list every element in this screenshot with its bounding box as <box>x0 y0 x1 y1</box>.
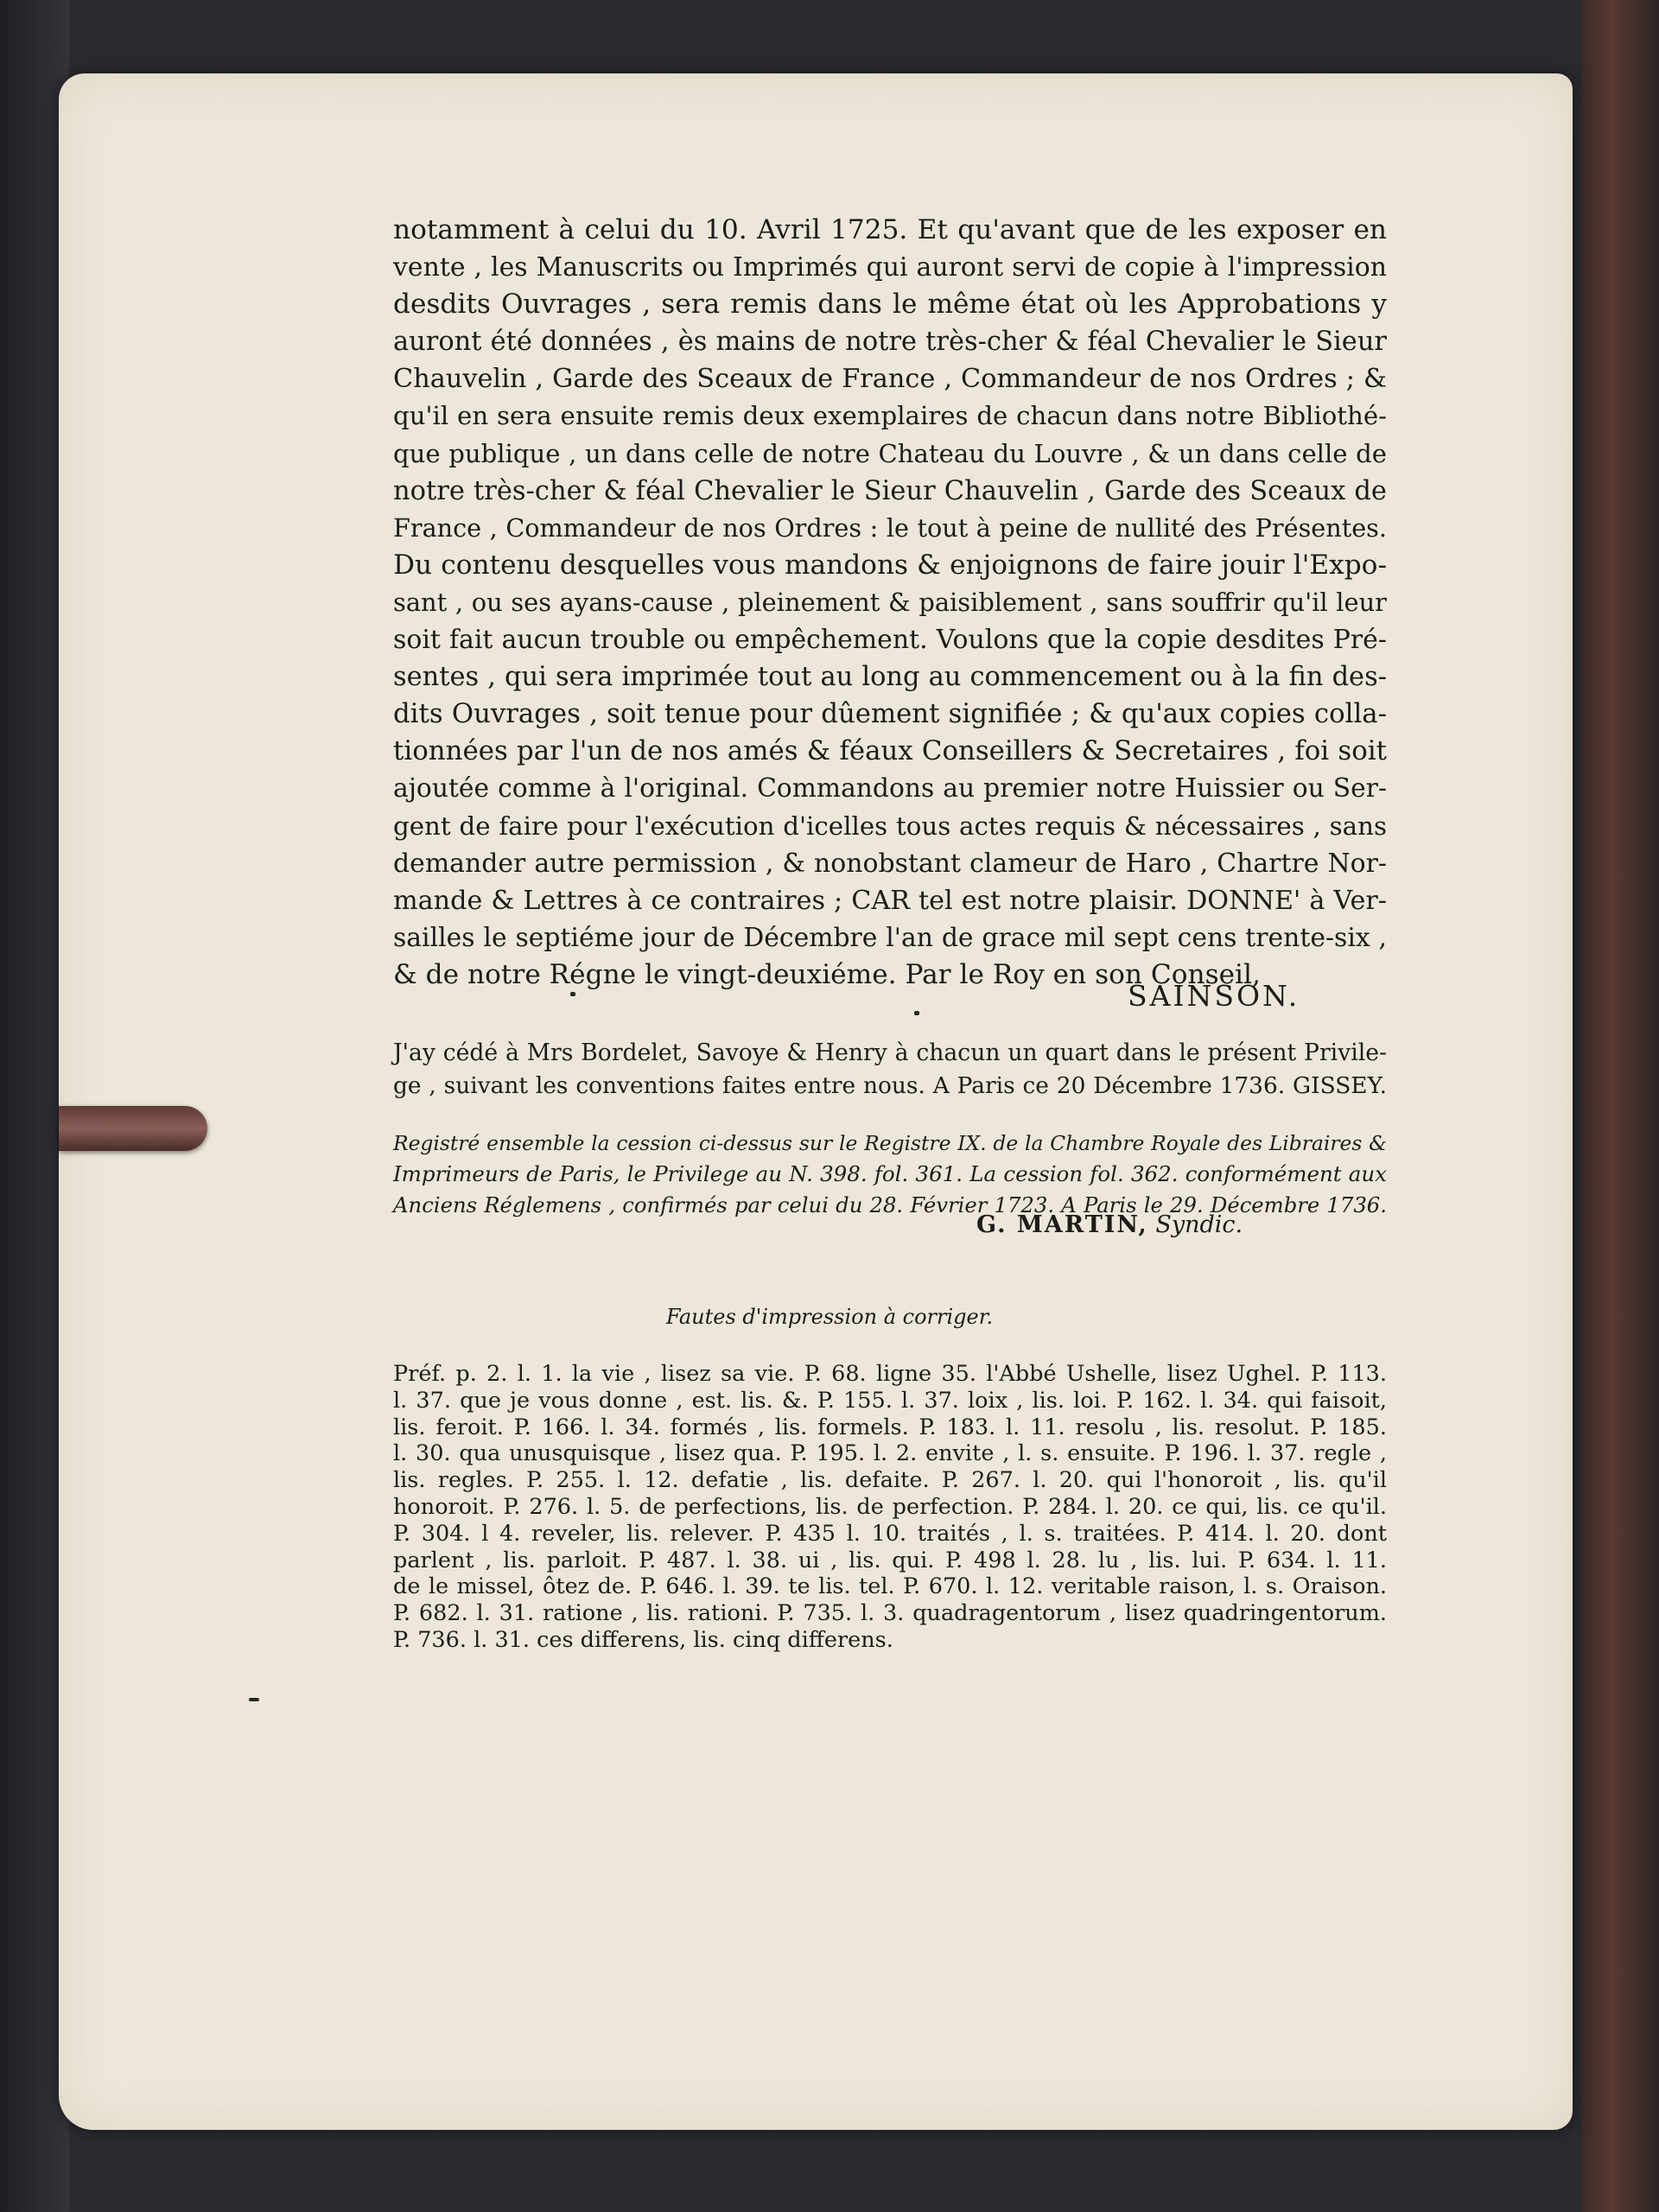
body-line: qu'il en sera ensuite remis deux exemplaires de chacun dans notre Bibliothé- <box>393 401 1387 431</box>
body-line: dits Ouvrages , soit tenue pour dûement signifiée ; & qu'aux copies colla- <box>393 698 1387 730</box>
body-line: notre très-cher & féal Chevalier le Sieur Chauvelin , Garde des Sceaux de <box>393 475 1387 506</box>
body-line: & de notre Régne le vingt-deuxiéme. Par le Roy en son Conseil, <box>393 958 1261 990</box>
syndic-title: Syndic. <box>1155 1211 1243 1238</box>
cession-line: J'ay cédé à Mrs Bordelet, Savoye & Henry à chacun un quart dans le présent Privile- <box>393 1039 1387 1066</box>
body-line: gent de faire pour l'exécution d'icelles tous actes requis & nécessaires , sans <box>393 810 1387 841</box>
errata-line: lis. feroit. P. 166. l. 34. formés , lis. formels. P. 183. l. 11. resolu , lis. resolut. P. 185. <box>393 1414 1387 1440</box>
body-line: tionnées par l'un de nos amés & féaux Conseillers & Secretaires , foi soit <box>393 735 1387 767</box>
body-line: mande & Lettres à ce contraires ; CAR tel est notre plaisir. DONNE' à Ver- <box>393 885 1387 916</box>
cession-statement <box>393 1037 1387 1103</box>
errata-line: Préf. p. 2. l. 1. la vie , lisez sa vie. P. 68. ligne 35. l'Abbé Ushelle, lisez Ughel. P. 113. <box>393 1361 1387 1387</box>
errata-line: P. 304. l 4. reveler, lis. relever. P. 435 l. 10. traités , l. s. traitées. P. 414. l. 20. dont <box>393 1520 1387 1547</box>
privilege-signature: SAINSON. <box>1128 979 1300 1013</box>
errata-line: l. 37. que je vous donne , est. lis. &. P. 155. l. 37. loix , lis. loi. P. 162. l. 34. qui faisoit, <box>393 1387 1387 1414</box>
errata-line: lis. regles. P. 255. l. 12. defatie , lis. defaite. P. 267. l. 20. qui l'honoroit , lis. qu'il <box>393 1467 1387 1494</box>
body-line: ajoutée comme à l'original. Commandons au premier notre Huissier ou Ser- <box>393 773 1387 804</box>
body-line: sant , ou ses ayans-cause , pleinement & paisiblement , sans souffrir qu'il leur <box>393 587 1387 617</box>
body-line: notamment à celui du 10. Avril 1725. Et qu'avant que de les exposer en <box>393 214 1387 245</box>
body-line: demander autre permission , & nonobstant clameur de Haro , Chartre Nor- <box>393 848 1387 879</box>
body-line: France , Commandeur de nos Ordres : le tout à peine de nullité des Présentes. <box>393 512 1387 543</box>
body-line: Chauvelin , Garde des Sceaux de France , Commandeur de nos Ordres ; & <box>393 364 1387 395</box>
ink-speck <box>249 1698 259 1701</box>
body-line: soit fait aucun trouble ou empêchement. Voulons que la copie desdites Pré- <box>393 625 1387 656</box>
syndic-signature <box>976 1211 1243 1238</box>
body-line: sentes , qui sera imprimée tout au long au commencement ou à la fin des- <box>393 662 1387 693</box>
errata-line: l. 30. qua unusquisque , lisez qua. P. 195. l. 2. envite , l. s. ensuite. P. 196. l. 37. regle , <box>393 1440 1387 1467</box>
register-line: Anciens Réglemens , confirmés par celui du 28. Février 1723. A Paris le 29. Décembre 1736. <box>393 1192 1387 1217</box>
errata-heading: Fautes d'impression à corriger. <box>665 1305 994 1329</box>
errata-line: de le missel, ôtez de. P. 646. l. 39. te lis. tel. P. 670. l. 12. veritable raison, l. s. Oraison. <box>393 1573 1387 1600</box>
cession-line: ge , suivant les conventions faites entre nous. A Paris ce 20 Décembre 1736. GISSEY. <box>393 1072 1387 1099</box>
body-line: desdits Ouvrages , sera remis dans le même état où les Approbations y <box>393 289 1387 321</box>
errata-list <box>393 1361 1387 1654</box>
body-line: auront été données , ès mains de notre très-cher & féal Chevalier le Sieur <box>393 327 1387 358</box>
body-line: vente , les Manuscrits ou Imprimés qui auront servi de copie à l'impression <box>393 252 1387 283</box>
errata-line: P. 736. l. 31. ces differens, lis. cinq differens. <box>393 1626 893 1653</box>
registration-note <box>393 1128 1387 1221</box>
body-line: sailles le septiéme jour de Décembre l'an de grace mil sept cens trente-six , <box>393 922 1387 953</box>
book-cover-edge <box>1581 0 1659 2212</box>
privilege-body <box>393 212 1387 994</box>
body-line: Du contenu desquelles vous mandons & enjoignons de faire jouir l'Expo- <box>393 549 1387 581</box>
register-line: Registré ensemble la cession ci-dessus sur le Registre IX. de la Chambre Royale des Libraires & <box>393 1131 1387 1155</box>
errata-line: parlent , lis. parloit. P. 487. l. 38. ui , lis. qui. P. 498 l. 28. lu , lis. lui. P. 634. l. 11. <box>393 1547 1387 1573</box>
bookmark-ribbon <box>59 1106 207 1151</box>
ink-speck <box>914 1011 919 1015</box>
ink-speck <box>570 992 575 996</box>
body-line: que publique , un dans celle de notre Chateau du Louvre , & un dans celle de <box>393 438 1387 468</box>
errata-line: honoroit. P. 276. l. 5. de perfections, lis. de perfection. P. 284. l. 20. ce qui, lis. ce qu'il. <box>393 1493 1387 1520</box>
register-line: Imprimeurs de Paris, le Privilege au N. 398. fol. 361. La cession fol. 362. conformément aux <box>393 1161 1387 1186</box>
syndic-name: G. MARTIN, <box>976 1211 1148 1238</box>
errata-line: P. 682. l. 31. ratione , lis. rationi. P. 735. l. 3. quadragentorum , lisez quadringentorum. <box>393 1600 1387 1627</box>
